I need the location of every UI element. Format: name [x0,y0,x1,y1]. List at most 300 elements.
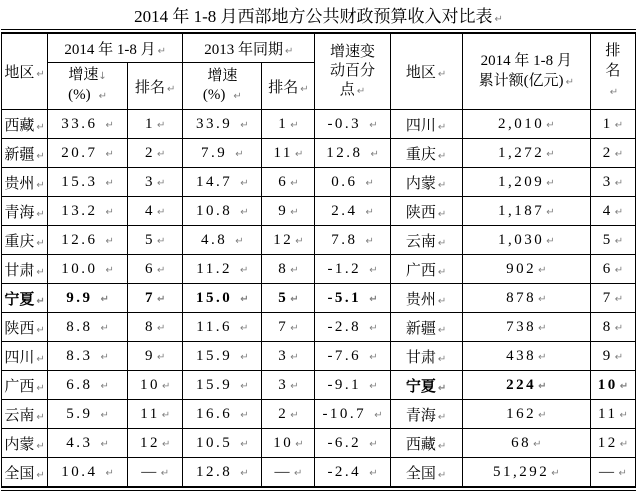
table-row [2,371,636,400]
header-change: 增速变动百分点 ↵ [315,33,390,110]
cell-end-mark: ↵ [437,237,447,249]
growth-2014-cell [48,342,128,371]
cell-value: 10 [597,376,618,393]
table-row [2,400,636,429]
cell-end-mark: ↵ [369,438,378,450]
rank-right-cell [590,429,635,458]
cell-end-mark: ↵ [437,295,447,307]
cell-end-mark: ↵ [239,322,249,334]
cell-end-mark: ↵ [290,264,299,276]
growth-2013-cell [183,255,262,284]
growth-2013-cell [183,284,262,313]
cell-value: 全国 [4,465,35,482]
amount-cell [462,400,590,429]
cell-end-mark: ↵ [161,409,171,421]
table-border-frame [1,29,636,491]
cell-end-mark: ↵ [538,322,547,334]
growth-2014-cell [48,197,128,226]
cell-value: 1,187 [497,202,545,219]
table-row [2,429,636,458]
region-right-cell [390,429,462,458]
cell-value: 7.9 [201,144,228,161]
cell-end-mark: ↵ [538,380,547,392]
cell-value: 2,010 [497,115,545,132]
cell-value: 438 [506,347,537,364]
rank-2013-cell [262,255,315,284]
cell-end-mark: ↵ [290,177,299,189]
cell-value: 5 [278,289,289,306]
growth-2013-cell [183,400,262,429]
amount-cell [462,342,590,371]
table-row [2,168,636,197]
cell-end-mark: ↵ [157,264,166,276]
cell-end-mark: ↵ [36,179,45,191]
cell-value: 10.5 [196,434,233,451]
cell-value: 2 [602,144,613,161]
cell-value: 11.6 [196,318,232,335]
header-growth-2014: 增速↓ (%) ↵ [48,63,128,110]
rank-right-cell [590,371,635,400]
cell-value: 8 [145,318,156,335]
cell-end-mark: ↵ [614,119,624,131]
rank-2014-cell [128,313,183,342]
table-row [2,139,636,168]
cell-value: 全国 [405,465,436,482]
header-growth-2013: 增速 (%) ↵ [183,63,262,110]
region-cell [2,168,48,197]
growth-2014-cell [48,371,128,400]
cell-end-mark: ↵ [162,438,171,450]
rank-2014-cell [128,255,183,284]
region-cell [2,226,48,255]
cell-end-mark: ↵ [614,235,624,247]
cell-end-mark: ↵ [614,293,624,305]
growth-2014-cell [48,110,128,139]
header-group-2014: 2014 年 1-8 月 ↵ [48,33,183,63]
cell-end-mark: ↵ [235,235,244,247]
rank-2014-cell [128,458,183,488]
cell-end-mark: ↵ [294,148,304,160]
change-cell [315,429,390,458]
cell-end-mark: ↵ [365,177,374,189]
cell-value: 11 [273,144,293,161]
table-row [2,458,636,488]
cell-end-mark: ↵ [369,293,378,305]
region-right-cell [390,400,462,429]
cell-value: 3 [278,376,289,393]
rank-2014-cell [128,400,183,429]
cell-end-mark: ↵ [437,382,447,394]
cell-end-mark: ↵ [157,148,166,160]
cell-end-mark: ↵ [619,409,628,421]
cell-value: 四川 [4,349,35,366]
cell-end-mark: ↵ [290,293,299,305]
cell-end-mark: ↵ [374,409,383,421]
cell-end-mark: ↵ [614,177,624,189]
cell-end-mark: ↵ [167,83,176,95]
header-row-1 [2,33,636,63]
rank-2013-cell [262,226,315,255]
cell-end-mark: ↵ [290,351,299,363]
cell-value: 10 [273,434,294,451]
cell-value: 1,030 [497,231,545,248]
change-cell [315,284,390,313]
cell-value: 2 [145,144,156,161]
rank-2013-cell [262,197,315,226]
cell-end-mark: ↵ [290,206,299,218]
cell-end-mark: ↵ [157,206,166,218]
cell-value: 新疆 [4,146,35,163]
table-row [2,255,636,284]
amount-cell [462,197,590,226]
cell-end-mark: ↵ [36,266,45,278]
header-rank-2013: 排名 ↵ [262,63,315,110]
cell-value: 3 [145,173,156,190]
cell-value: 68 [511,434,532,451]
rank-2014-cell [128,168,183,197]
cell-end-mark: ↵ [293,467,303,479]
cell-end-mark: ↵ [295,235,304,247]
header-region-right: 地区 ↵ [390,33,462,110]
cell-end-mark: ↵ [36,237,45,249]
cell-value: 广西 [4,378,35,395]
cell-end-mark: ↵ [239,264,249,276]
rank-2014-cell [128,429,183,458]
cell-end-mark: ↵ [240,351,249,363]
rank-right-cell [590,197,635,226]
cell-value: 162 [506,405,537,422]
cell-value: 7 [145,289,156,306]
cell-end-mark: ↵ [36,150,45,162]
amount-cell [462,226,590,255]
cell-value: -5.1 [327,289,362,306]
cell-end-mark: ↵ [100,380,109,392]
cell-value: 4 [145,202,156,219]
cell-value: -6.2 [327,434,362,451]
comparison-table [1,32,636,488]
growth-2014-cell [48,226,128,255]
cell-end-mark: ↵ [240,206,249,218]
cell-end-mark: ↵ [36,411,45,423]
cell-value: 贵州 [405,291,436,308]
rank-2013-cell [262,458,315,488]
growth-2014-cell [48,400,128,429]
rank-2013-cell [262,168,315,197]
cell-value: 甘肃 [405,349,436,366]
cell-end-mark: ↵ [614,264,624,276]
rank-2013-cell [262,342,315,371]
cell-value: 4.8 [201,231,228,248]
cell-end-mark: ↵ [36,295,45,307]
cell-value: 51,292 [492,463,550,480]
cell-value: 内蒙 [405,175,436,192]
cell-end-mark: ↵ [369,264,378,276]
cell-end-mark: ↵ [240,177,249,189]
change-cell [315,110,390,139]
cell-end-mark: ↵ [290,119,299,131]
rank-2013-cell [262,371,315,400]
cell-end-mark: ↵ [100,409,109,421]
cell-end-mark: ↵ [365,235,374,247]
region-right-cell [390,197,462,226]
cell-value: 12 [597,434,618,451]
header-amount: 2014 年 1-8 月累计额(亿元) ↵ [462,33,590,110]
cell-end-mark: ↵ [290,380,299,392]
change-cell [315,197,390,226]
cell-end-mark: ↵ [100,351,109,363]
rank-right-cell [590,168,635,197]
region-right-cell [390,371,462,400]
cell-end-mark: ↵ [36,353,45,365]
rank-2014-cell [128,342,183,371]
cell-end-mark: ↵ [551,467,560,479]
growth-2013-cell [183,168,262,197]
cell-end-mark: ↵ [369,119,378,131]
cell-value: 878 [506,289,537,306]
growth-2014-cell [48,168,128,197]
cell-value: 7 [278,318,289,335]
rank-right-cell [590,313,635,342]
amount-cell [462,255,590,284]
cell-end-mark: ↵ [240,409,249,421]
rank-2013-cell [262,284,315,313]
cell-end-mark: ↵ [618,467,627,479]
cell-value: -0.3 [327,115,362,132]
table-row [2,313,636,342]
cell-end-mark: ↵ [100,322,109,334]
cell-end-mark: ↵ [290,409,299,421]
cell-end-mark: ↵ [36,440,45,452]
region-cell [2,458,48,488]
cell-end-mark: ↵ [546,177,555,189]
change-cell [315,342,390,371]
rank-right-cell [590,342,635,371]
cell-end-mark: ↵ [157,119,166,131]
cell-value: 3 [602,173,613,190]
table-row [2,197,636,226]
cell-value: — [598,463,617,480]
cell-end-mark: ↵ [240,119,249,131]
cell-end-mark: ↵ [290,322,299,334]
document-title [0,0,637,29]
cell-end-mark: ↵ [437,69,447,80]
cell-value: 1,209 [497,173,545,190]
cell-value: 4 [602,202,613,219]
cell-end-mark: ↵ [437,324,447,336]
growth-2013-cell [183,342,262,371]
cell-value: 6.8 [66,376,93,393]
cell-value: — [274,463,292,480]
cell-end-mark: ↵ [105,235,114,247]
cell-end-mark: ↵ [157,235,166,247]
cell-value: 广西 [405,262,436,279]
region-cell [2,400,48,429]
cell-end-mark: ↵ [365,206,374,218]
change-cell [315,313,390,342]
cell-value: 陕西 [4,320,35,337]
cell-value: 33.9 [196,115,233,132]
cell-value: 224 [506,376,537,393]
cell-end-mark: ↵ [614,206,624,218]
cell-end-mark: ↵ [105,119,114,131]
header-rank-2014: 排名 ↵ [128,63,183,110]
cell-value: 陕西 [405,204,436,221]
region-right-cell [390,168,462,197]
rank-right-cell [590,400,635,429]
cell-end-mark: ↵ [370,148,379,160]
cell-end-mark: ↵ [437,353,447,365]
cell-value: 新疆 [405,320,436,337]
cell-value: 内蒙 [4,436,35,453]
rank-2014-cell [128,226,183,255]
cell-value: 20.7 [61,144,98,161]
cell-end-mark: ↵ [437,121,447,133]
cell-end-mark: ↵ [538,351,547,363]
cell-value: 重庆 [405,146,436,163]
cell-end-mark: ↵ [157,351,166,363]
cell-value: 11 [140,405,160,422]
cell-value: 902 [506,260,537,277]
region-cell [2,110,48,139]
rank-2014-cell [128,139,183,168]
cell-end-mark: ↵ [36,469,45,481]
cell-value: 青海 [405,407,436,424]
cell-value: 3 [278,347,289,364]
table-body [2,110,636,488]
cell-end-mark: ↵ [162,380,171,392]
region-cell [2,342,48,371]
cell-end-mark: ↵ [36,69,45,80]
cell-value: 33.6 [61,115,98,132]
amount-cell [462,110,590,139]
amount-cell [462,371,590,400]
rank-2013-cell [262,110,315,139]
cell-value: 1 [602,115,613,132]
cell-end-mark: ↵ [36,324,45,336]
cell-end-mark: ↵ [437,440,447,452]
cell-value: 7.8 [331,231,358,248]
region-right-cell [390,226,462,255]
growth-2013-cell [183,313,262,342]
cell-end-mark: ↵ [285,45,294,57]
table-row [2,342,636,371]
cell-value: 9 [145,347,156,364]
cell-end-mark: ↵ [619,380,629,392]
cell-end-mark: ↵ [533,438,542,450]
growth-2014-cell [48,284,128,313]
cell-end-mark: ↵ [105,206,114,218]
cell-end-mark: ↵ [36,121,45,133]
paragraph-mark: ↵ [494,14,503,25]
cell-value: 12 [273,231,294,248]
amount-cell [462,168,590,197]
cell-end-mark: ↵ [240,293,249,305]
cell-end-mark: ↵ [105,148,114,160]
growth-2013-cell [183,429,262,458]
cell-value: 1,272 [497,144,545,161]
cell-end-mark: ↵ [609,86,619,98]
cell-value: 7 [602,289,613,306]
cell-value: 6 [145,260,156,277]
cell-end-mark: ↵ [538,409,547,421]
rank-right-cell [590,110,635,139]
cell-value: 宁夏 [4,291,35,308]
rank-2013-cell [262,313,315,342]
cell-value: 14.7 [196,173,233,190]
cell-value: 9.9 [66,289,93,306]
growth-2014-cell [48,458,128,488]
header-rank-right: 排名↵ [590,33,635,110]
cell-end-mark: ↵ [98,91,108,102]
rank-2014-cell [128,371,183,400]
rank-2014-cell [128,284,183,313]
cell-end-mark: ↵ [437,411,447,423]
growth-2013-cell [183,371,262,400]
cell-value: 贵州 [4,175,35,192]
cell-value: 738 [506,318,537,335]
rank-2013-cell [262,400,315,429]
growth-2013-cell [183,110,262,139]
cell-value: 15.9 [196,376,233,393]
change-cell [315,226,390,255]
cell-value: 2 [278,405,289,422]
header-group-2013: 2013 年同期 ↵ [183,33,315,63]
cell-value: -10.7 [322,405,367,422]
cell-value: -7.6 [327,347,362,364]
cell-value: 5 [145,231,156,248]
cell-end-mark: ↵ [157,293,166,305]
cell-value: 11.2 [196,260,232,277]
cell-end-mark: ↵ [235,148,244,160]
cell-value: 甘肃 [4,262,35,279]
change-cell [315,458,390,488]
cell-value: 8.3 [66,347,93,364]
cell-end-mark: ↵ [369,380,378,392]
cell-end-mark: ↵ [369,322,378,334]
region-right-cell [390,110,462,139]
cell-end-mark: ↵ [240,380,249,392]
cell-end-mark: ↵ [233,90,242,102]
growth-2014-cell [48,255,128,284]
region-right-cell [390,255,462,284]
cell-end-mark: ↵ [614,351,624,363]
region-right-cell [390,139,462,168]
region-right-cell [390,313,462,342]
cell-value: 16.6 [196,405,233,422]
cell-end-mark: ↵ [160,467,170,479]
cell-end-mark: ↵ [546,119,555,131]
cell-end-mark: ↵ [105,264,114,276]
amount-cell [462,313,590,342]
region-right-cell [390,342,462,371]
rank-2013-cell [262,429,315,458]
cell-end-mark: ↵ [240,467,249,479]
rank-right-cell [590,139,635,168]
rank-2014-cell [128,197,183,226]
cell-value: 5.9 [66,405,93,422]
region-cell [2,313,48,342]
rank-2013-cell [262,139,315,168]
rank-right-cell [590,284,635,313]
cell-end-mark: ↵ [437,179,447,191]
cell-end-mark: ↵ [240,438,249,450]
growth-2013-cell [183,197,262,226]
cell-end-mark: ↵ [36,208,45,220]
cell-value: 西藏 [4,117,35,134]
cell-value: 12.6 [61,231,98,248]
cell-value: 12.8 [196,463,233,480]
change-cell [315,371,390,400]
